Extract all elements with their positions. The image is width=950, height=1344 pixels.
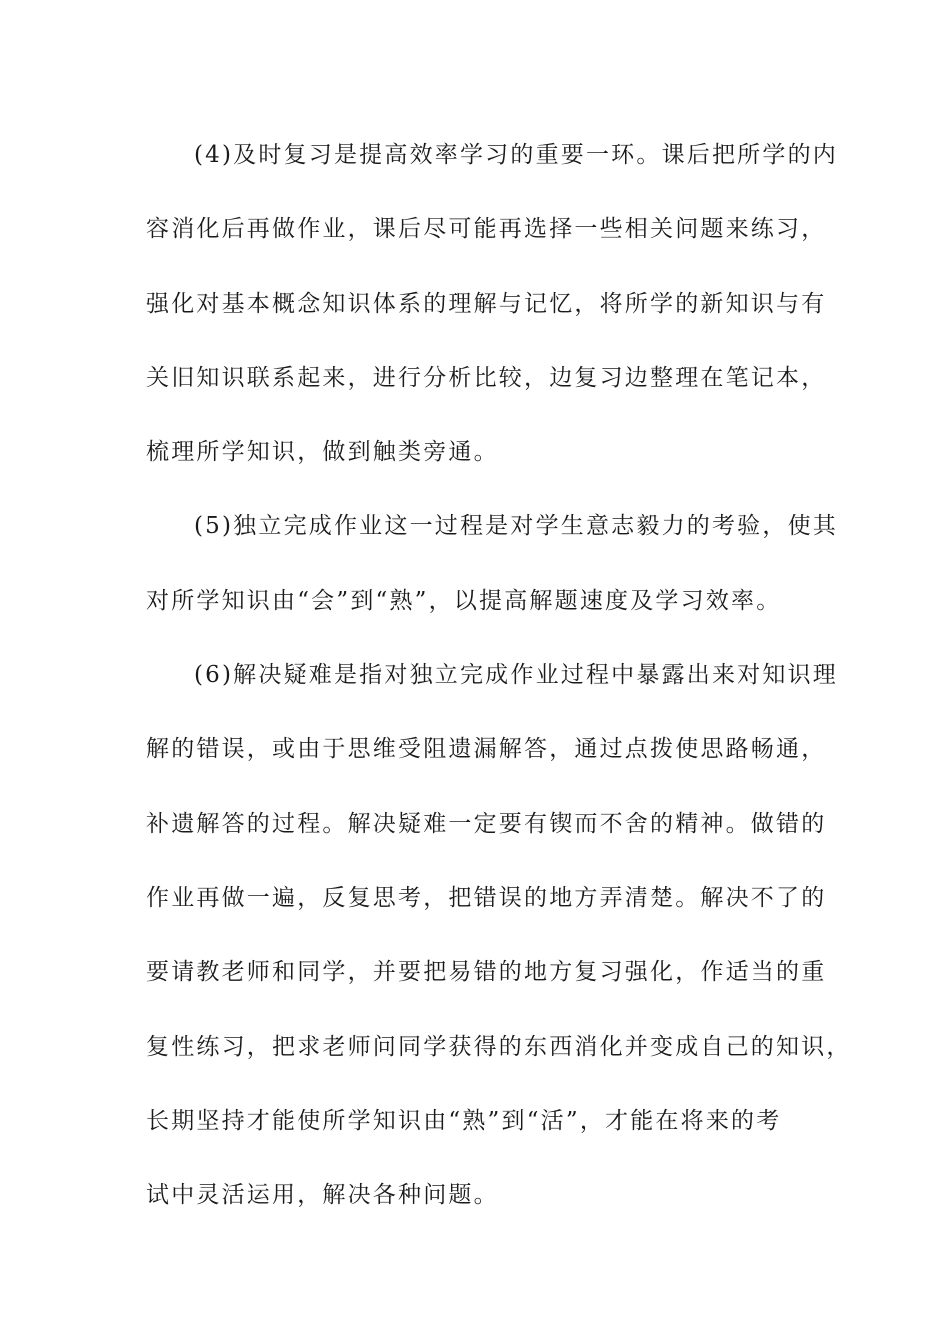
paragraph-line: (6)解决疑难是指对独立完成作业过程中暴露出来对知识理 [194,662,838,689]
paragraph-5 [146,489,838,638]
paragraph-line: 复性练习，把求老师问同学获得的东西消化并变成自己的知识， [146,1033,852,1060]
paragraph-line: (4)及时复习是提高效率学习的重要一环。课后把所学的内 [194,142,838,168]
document-body [146,118,852,1232]
paragraph-6 [146,638,852,1232]
paragraph-line: 关旧知识联系起来，进行分析比较，边复习边整理在笔记本， [146,364,827,391]
paragraph-line: 要请教老师和同学，并要把易错的地方复习强化，作适当的重 [146,959,827,986]
paragraph-line: 试中灵活运用，解决各种问题。 [146,1182,499,1209]
paragraph-line: 作业再做一遍，反复思考，把错误的地方弄清楚。解决不了的 [146,884,827,911]
paragraph-line: (5)独立完成作业这一过程是对学生意志毅力的考验，使其 [194,513,838,540]
paragraph-line: 解的错误，或由于思维受阻遗漏解答，通过点拨使思路畅通， [146,736,827,763]
paragraph-line: 强化对基本概念知识体系的理解与记忆，将所学的新知识与有 [146,290,827,317]
paragraph-line: 长期坚持才能使所学知识由“熟”到“活”，才能在将来的考 [146,1107,782,1134]
paragraph-4 [146,118,838,489]
paragraph-line: 容消化后再做作业，课后尽可能再选择一些相关问题来练习， [146,216,827,243]
paragraph-line: 梳理所学知识，做到触类旁通。 [146,439,499,466]
paragraph-line: 对所学知识由“会”到“熟”，以提高解题速度及学习效率。 [146,587,782,614]
paragraph-line: 补遗解答的过程。解决疑难一定要有锲而不舍的精神。做错的 [146,810,827,837]
